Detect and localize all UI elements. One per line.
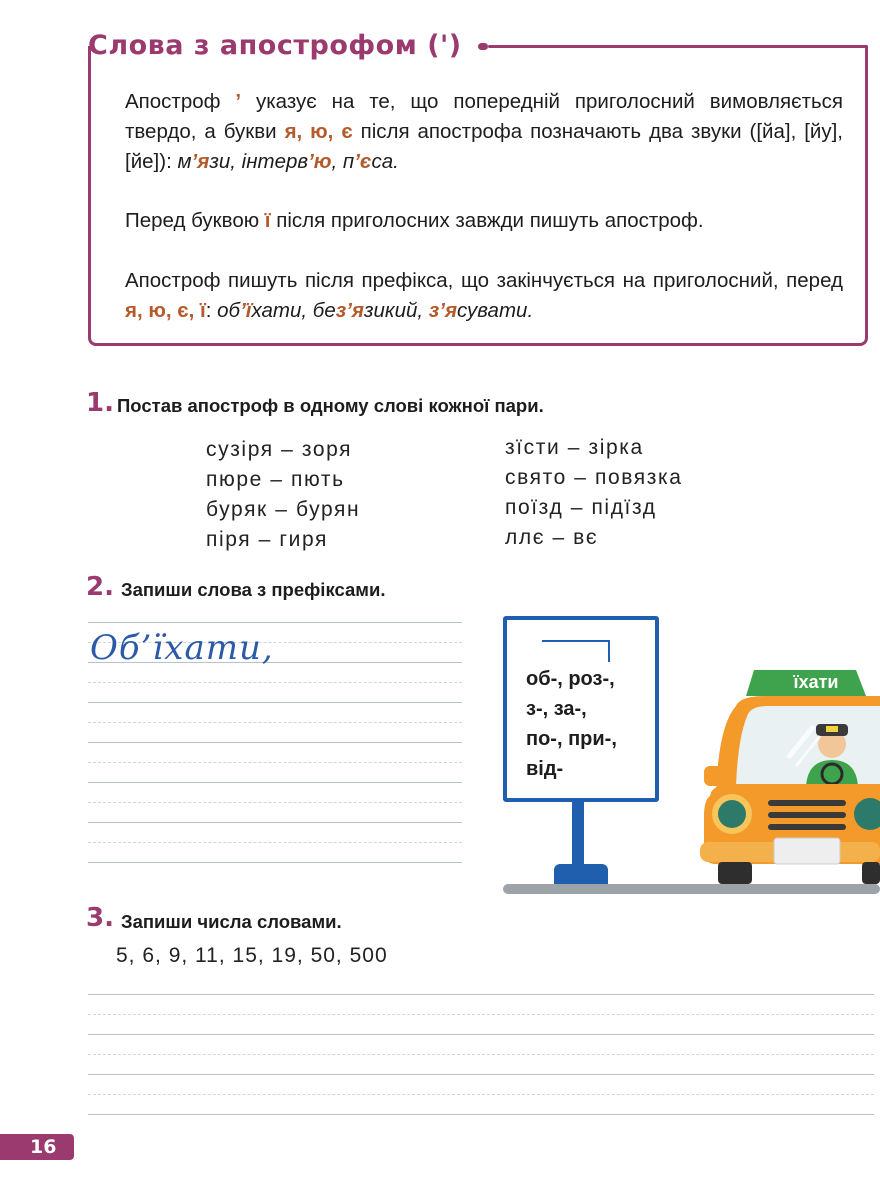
exercise-3-number: 3. [86,903,114,933]
exercise-2-task: Запиши слова з префіксами. [121,579,386,600]
example-word: об’їхати [217,299,302,322]
exercise-3-task: Запиши числа словами. [121,911,342,932]
example-word: інтерв’ю [241,150,332,173]
highlight-letters: я, ю, є, ї [125,299,206,322]
highlight-letters: я, ю, є [284,120,353,143]
example-word: без’язикий [312,299,418,322]
word-pair: піря – гиря [206,528,329,551]
rule-paragraph-1: Апостроф ’ указує на те, що попередній приголосний вимовляється твердо, а букви я, ю, є після апострофа позначають два звуки ([йа], [йу], [йе]): м’язи, інтерв’ю, п’єса. [125,90,844,173]
prefix-line: з-, за-, [526,698,587,720]
text: Апостроф [125,90,236,113]
word-pair: поїзд – підїзд [505,496,657,519]
sign-corner-decoration [542,640,610,662]
rule-paragraph-2: Перед буквою ї після приголосних завжди пишуть апостроф. [125,209,704,232]
exercise-1-number: 1. [86,388,114,418]
word-pair: буряк – бурян [206,498,361,521]
example-word: п’єса [342,150,394,173]
text: указує на те, що попередній приголосний вимовляється твердо, а букви [125,90,843,143]
word-pairs-left [206,435,360,555]
page-number: 16 [30,1136,57,1158]
highlight-letter: ї [264,209,271,232]
word-pair: зїсти – зірка [505,436,644,459]
numbers-list: 5, 6, 9, 11, 15, 19, 50, 500 [116,944,388,967]
prefix-line: від- [526,758,564,780]
prefix-line: об-, роз-, [526,668,615,690]
example-word: з’ясувати [428,299,528,322]
word-pair: пюре – пють [206,468,345,491]
rule-paragraph-3: Апостроф пишуть після префікса, що закінчується на приголосний, перед я, ю, є, ї: об’їхати, без’язикий, з’ясувати. [125,269,843,322]
example-word: м’язи [177,150,231,173]
prefix-line: по-, при-, [526,728,617,750]
section-title: Слова з апострофом (') [88,30,462,61]
sign-post [572,800,584,866]
apostrophe-mark: ’ [235,90,242,113]
exercise-1-task: Постав апостроф в одному слові кожної пари. [117,395,544,416]
taxi-sign-label: їхати [793,672,839,692]
prefix-list [526,664,650,784]
word-pairs-right [505,433,683,553]
exercise-2-number: 2. [86,572,114,602]
word-pair: ллє – вє [505,526,599,549]
text: після апострофа позначають два звуки ([йа], [йу], [йе]): [125,120,844,173]
handwritten-example: Об’їхати, [90,628,274,668]
taxi-icon [696,666,880,888]
word-pair: сузіря – зоря [206,438,353,461]
word-pair: свято – повязка [505,466,683,489]
sign-base [554,864,608,886]
